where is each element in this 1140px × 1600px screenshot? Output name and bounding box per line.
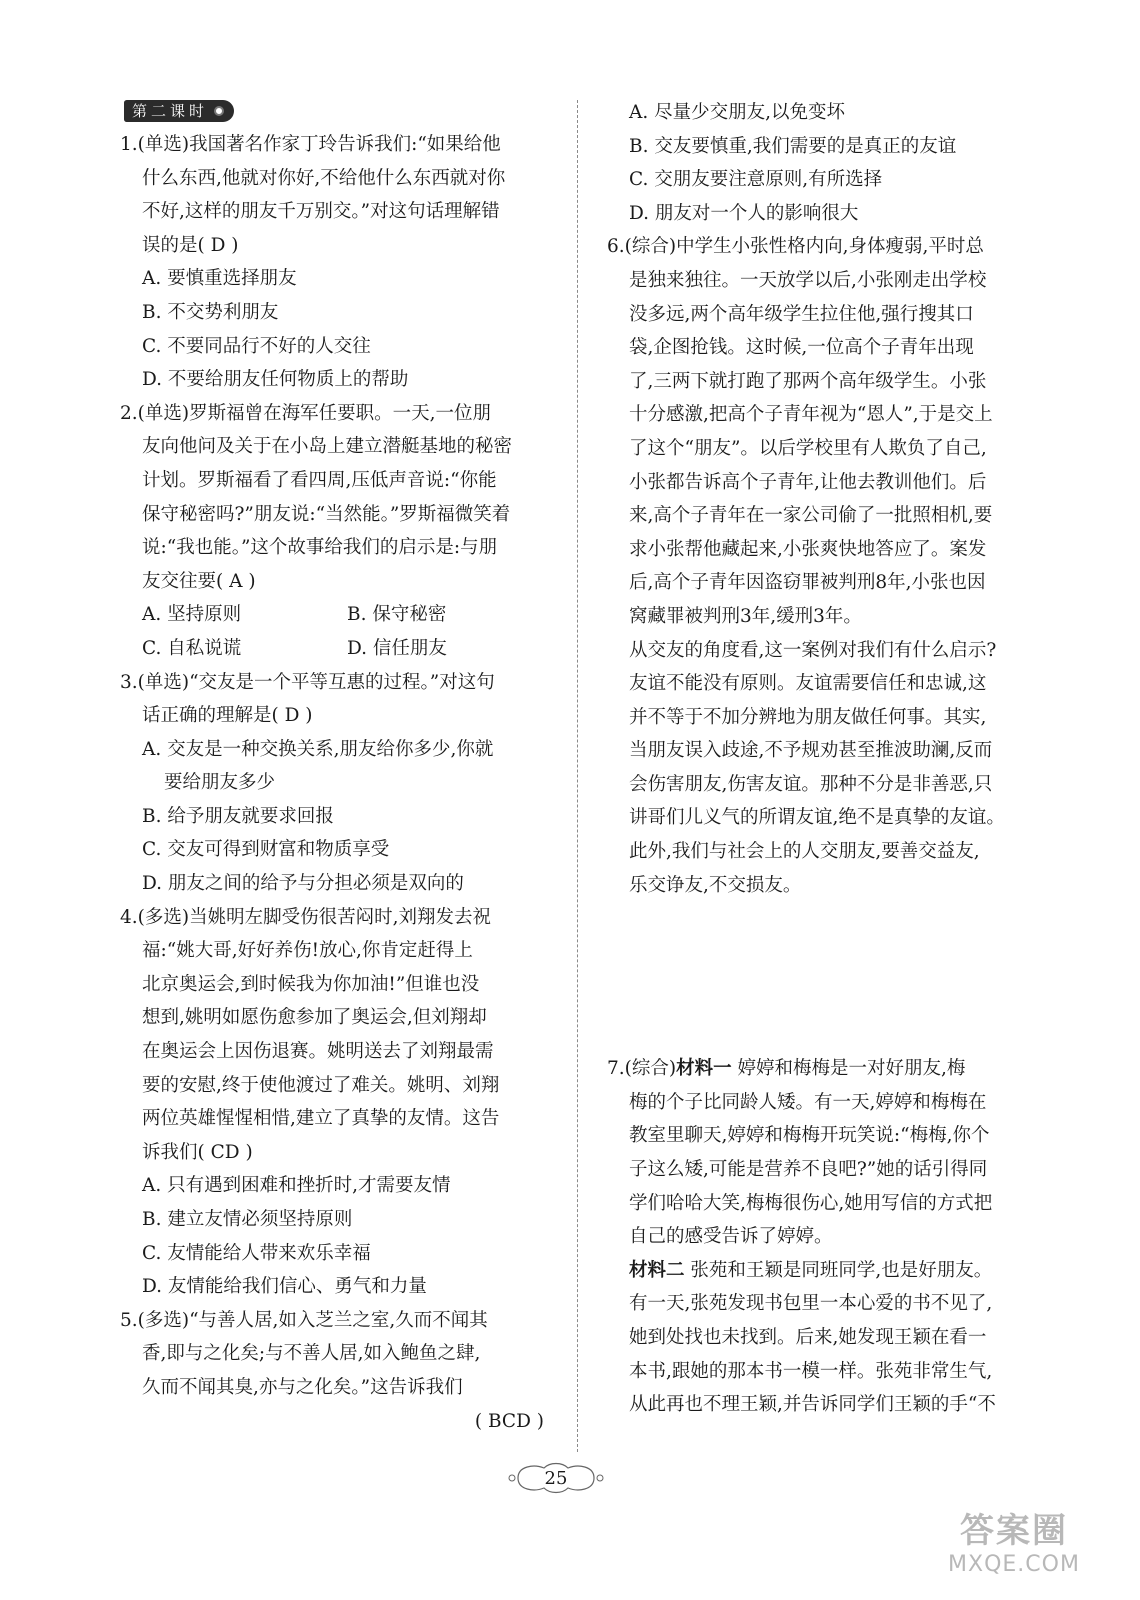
text-line: 袋,企图抢钱。这时候,一位高个子青年出现 (629, 337, 974, 359)
text-line: 3.(单选)“交友是一个平等互惠的过程。”对这句 (120, 671, 495, 693)
section-badge-label: 第二课时 (132, 102, 209, 120)
text-line: 6.(综合)中学生小张性格内向,身体瘦弱,平时总 (607, 236, 984, 258)
text-line: 说:“我也能。”这个故事给我们的启示是:与朋 (142, 537, 498, 559)
right-text-block (607, 96, 1019, 902)
right-column (607, 96, 1019, 1422)
text-line: 从此再也不理王颖,并告诉同学们王颖的手“不 (629, 1394, 996, 1416)
q2-option-c: C. 自私说谎 (142, 637, 242, 659)
text-line: 4.(多选)当姚明左脚受伤很苦闷时,刘翔发去祝 (120, 906, 491, 928)
text-line: 不好,这样的朋友千万别交。”对这句话理解错 (142, 201, 500, 223)
text-line: 话正确的理解是( D ) (142, 705, 313, 727)
text-line: A. 只有遇到困难和挫折时,才需要友情 (142, 1175, 451, 1197)
text-line: 当朋友误入歧途,不予规劝甚至推波助澜,反而 (629, 740, 993, 762)
text-line: 本书,跟她的那本书一模一样。张苑非常生气, (629, 1360, 993, 1382)
q2-option-a: A. 坚持原则 (142, 604, 242, 626)
q2-option-d: D. 信任朋友 (347, 637, 447, 659)
text-line: 久而不闻其臭,亦与之化矣。”这告诉我们 (142, 1376, 463, 1398)
text-line: 并不等于不加分辨地为朋友做任何事。其实, (629, 706, 987, 728)
text-line: 5.(多选)“与善人居,如入芝兰之室,久而不闻其 (120, 1309, 488, 1331)
text-line: C. 交朋友要注意原则,有所选择 (629, 169, 883, 191)
text-line: 教室里聊天,婷婷和梅梅开玩笑说:“梅梅,你个 (629, 1125, 990, 1147)
watermark (914, 1510, 1114, 1588)
q7-first-line (607, 1052, 1019, 1086)
text-line: 从交友的角度看,这一案例对我们有什么启示? (629, 639, 997, 661)
text-line: 了,三两下就打跑了那两个高年级学生。小张 (629, 370, 987, 392)
text-line: D. 不要给朋友任何物质上的帮助 (142, 369, 409, 391)
text-line: B. 给予朋友就要求回报 (142, 805, 334, 827)
text-line: 香,即与之化矣;与不善人居,如入鲍鱼之肆, (142, 1343, 481, 1365)
text-line: 窝藏罪被判刑3年,缓刑3年。 (629, 605, 862, 627)
text-line: 友向他问及关于在小岛上建立潜艇基地的秘密 (142, 436, 513, 458)
left-column (120, 100, 552, 1438)
q7-material-1-text (607, 1086, 1019, 1254)
q7-line2-rest: 张苑和王颖是同班同学,也是好朋友。 (684, 1259, 993, 1281)
text-line: A. 交友是一种交换关系,朋友给你多少,你就 (142, 738, 494, 760)
text-line: 诉我们( CD ) (142, 1141, 253, 1163)
left-text-block-2 (120, 666, 552, 1405)
text-line: 友谊不能没有原则。友谊需要信任和忠诚,这 (629, 673, 987, 695)
text-line: B. 建立友情必须坚持原则 (142, 1209, 353, 1230)
text-line: 求小张帮他藏起来,小张爽快地答应了。案发 (629, 538, 987, 560)
text-line: 什么东西,他就对你好,不给他什么东西就对你 (142, 167, 506, 189)
text-line: 要的安慰,终于使他渡过了难关。姚明、刘翔 (142, 1074, 500, 1096)
text-line: 十分感激,把高个子青年视为“恩人”,于是交上 (629, 404, 993, 426)
text-line: D. 友情能给我们信心、勇气和力量 (142, 1276, 427, 1298)
badge-dot-icon (214, 106, 224, 116)
text-line: 来,高个子青年在一家公司偷了一批照相机,要 (629, 505, 993, 527)
text-line: 保守秘密吗?”朋友说:“当然能。”罗斯福微笑着 (142, 503, 511, 525)
text-line: 会伤害朋友,伤害友谊。那种不分是非善恶,只 (629, 773, 993, 795)
text-line: 福:“姚大哥,好好养伤!放心,你肯定赶得上 (142, 940, 473, 962)
text-line: 学们哈哈大笑,梅梅很伤心,她用写信的方式把 (629, 1192, 993, 1214)
q7-material-2-label: 材料二 (629, 1259, 685, 1281)
page-number-text: 25 (544, 1467, 568, 1489)
text-line: 要给朋友多少 (164, 772, 276, 794)
text-line: 自己的感受告诉了婷婷。 (629, 1226, 833, 1248)
q7-material-1-label: 材料一 (676, 1058, 732, 1080)
q7-material-2-text (607, 1287, 1019, 1421)
text-line: C. 友情能给人带来欢乐幸福 (142, 1242, 371, 1264)
text-line: 小张都告诉高个子青年,让他去教训他们。后 (629, 471, 987, 493)
text-line: 她到处找也未找到。后来,她发现王颖在看一 (629, 1327, 987, 1348)
text-line: A. 要慎重选择朋友 (142, 268, 297, 290)
text-line: 两位英雄惺惺相惜,建立了真挚的友情。这告 (142, 1108, 500, 1130)
text-line: 想到,姚明如愿伤愈参加了奥运会,但刘翔却 (142, 1007, 487, 1029)
page-number (504, 1458, 608, 1498)
text-line: B. 交友要慎重,我们需要的是真正的友谊 (629, 135, 957, 157)
q7-line1-rest: 婷婷和梅梅是一对好朋友,梅 (731, 1058, 966, 1080)
q7-prefix: 7.(综合) (607, 1058, 677, 1080)
text-line: A. 尽量少交朋友,以免变坏 (629, 102, 846, 123)
text-line: 有一天,张苑发现书包里一本心爱的书不见了, (629, 1293, 993, 1315)
text-line: 1.(单选)我国著名作家丁玲告诉我们:“如果给他 (120, 134, 501, 155)
text-line: B. 不交势利朋友 (142, 301, 279, 323)
left-text-block-1 (120, 128, 552, 598)
text-line: 2.(单选)罗斯福曾在海军任要职。一天,一位朋 (120, 402, 491, 424)
text-line: 此外,我们与社会上的人交朋友,要善交益友, (629, 841, 980, 863)
text-line: 误的是( D ) (142, 234, 239, 256)
q2-options-row-2 (120, 632, 552, 666)
text-line: D. 朋友之间的给予与分担必须是双向的 (142, 873, 464, 895)
text-line: 在奥运会上因伤退赛。姚明送去了刘翔最需 (142, 1041, 494, 1063)
answer-space (607, 902, 1019, 1052)
text-line: 讲哥们儿义气的所谓友谊,绝不是真挚的友谊。 (629, 807, 1005, 829)
text-line: C. 不要同品行不好的人交往 (142, 335, 371, 357)
text-line: 北京奥运会,到时候我为你加油!”但谁也没 (142, 973, 480, 995)
text-line: C. 交友可得到财富和物质享受 (142, 839, 390, 861)
text-line: 了这个“朋友”。以后学校里有人欺负了自己, (629, 437, 987, 459)
section-badge (124, 100, 234, 122)
q2-options-row-1 (120, 598, 552, 632)
q7-material-2-first-line (607, 1254, 1019, 1288)
text-line: D. 朋友对一个人的影响很大 (629, 202, 859, 224)
text-line: 乐交诤友,不交损友。 (629, 874, 802, 896)
text-line: 后,高个子青年因盗窃罪被判刑8年,小张也因 (629, 572, 986, 594)
q5-answer: ( BCD ) (474, 1410, 544, 1432)
text-line: 没多远,两个高年级学生拉住他,强行搜其口 (629, 303, 974, 325)
text-line: 子这么矮,可能是营养不良吧?”她的话引得同 (629, 1159, 988, 1181)
column-divider (577, 100, 578, 1452)
text-line: 梅的个子比同龄人矮。有一天,婷婷和梅梅在 (629, 1091, 987, 1113)
watermark-url: MXQE.COM (948, 1552, 1080, 1577)
text-line: 友交往要( A ) (142, 570, 256, 592)
text-line: 计划。罗斯福看了看四周,压低声音说:“你能 (142, 469, 497, 491)
watermark-logo: 答案圈 (960, 1511, 1068, 1551)
text-line: 是独来独往。一天放学以后,小张刚走出学校 (629, 269, 987, 291)
q2-option-b: B. 保守秘密 (347, 604, 447, 626)
